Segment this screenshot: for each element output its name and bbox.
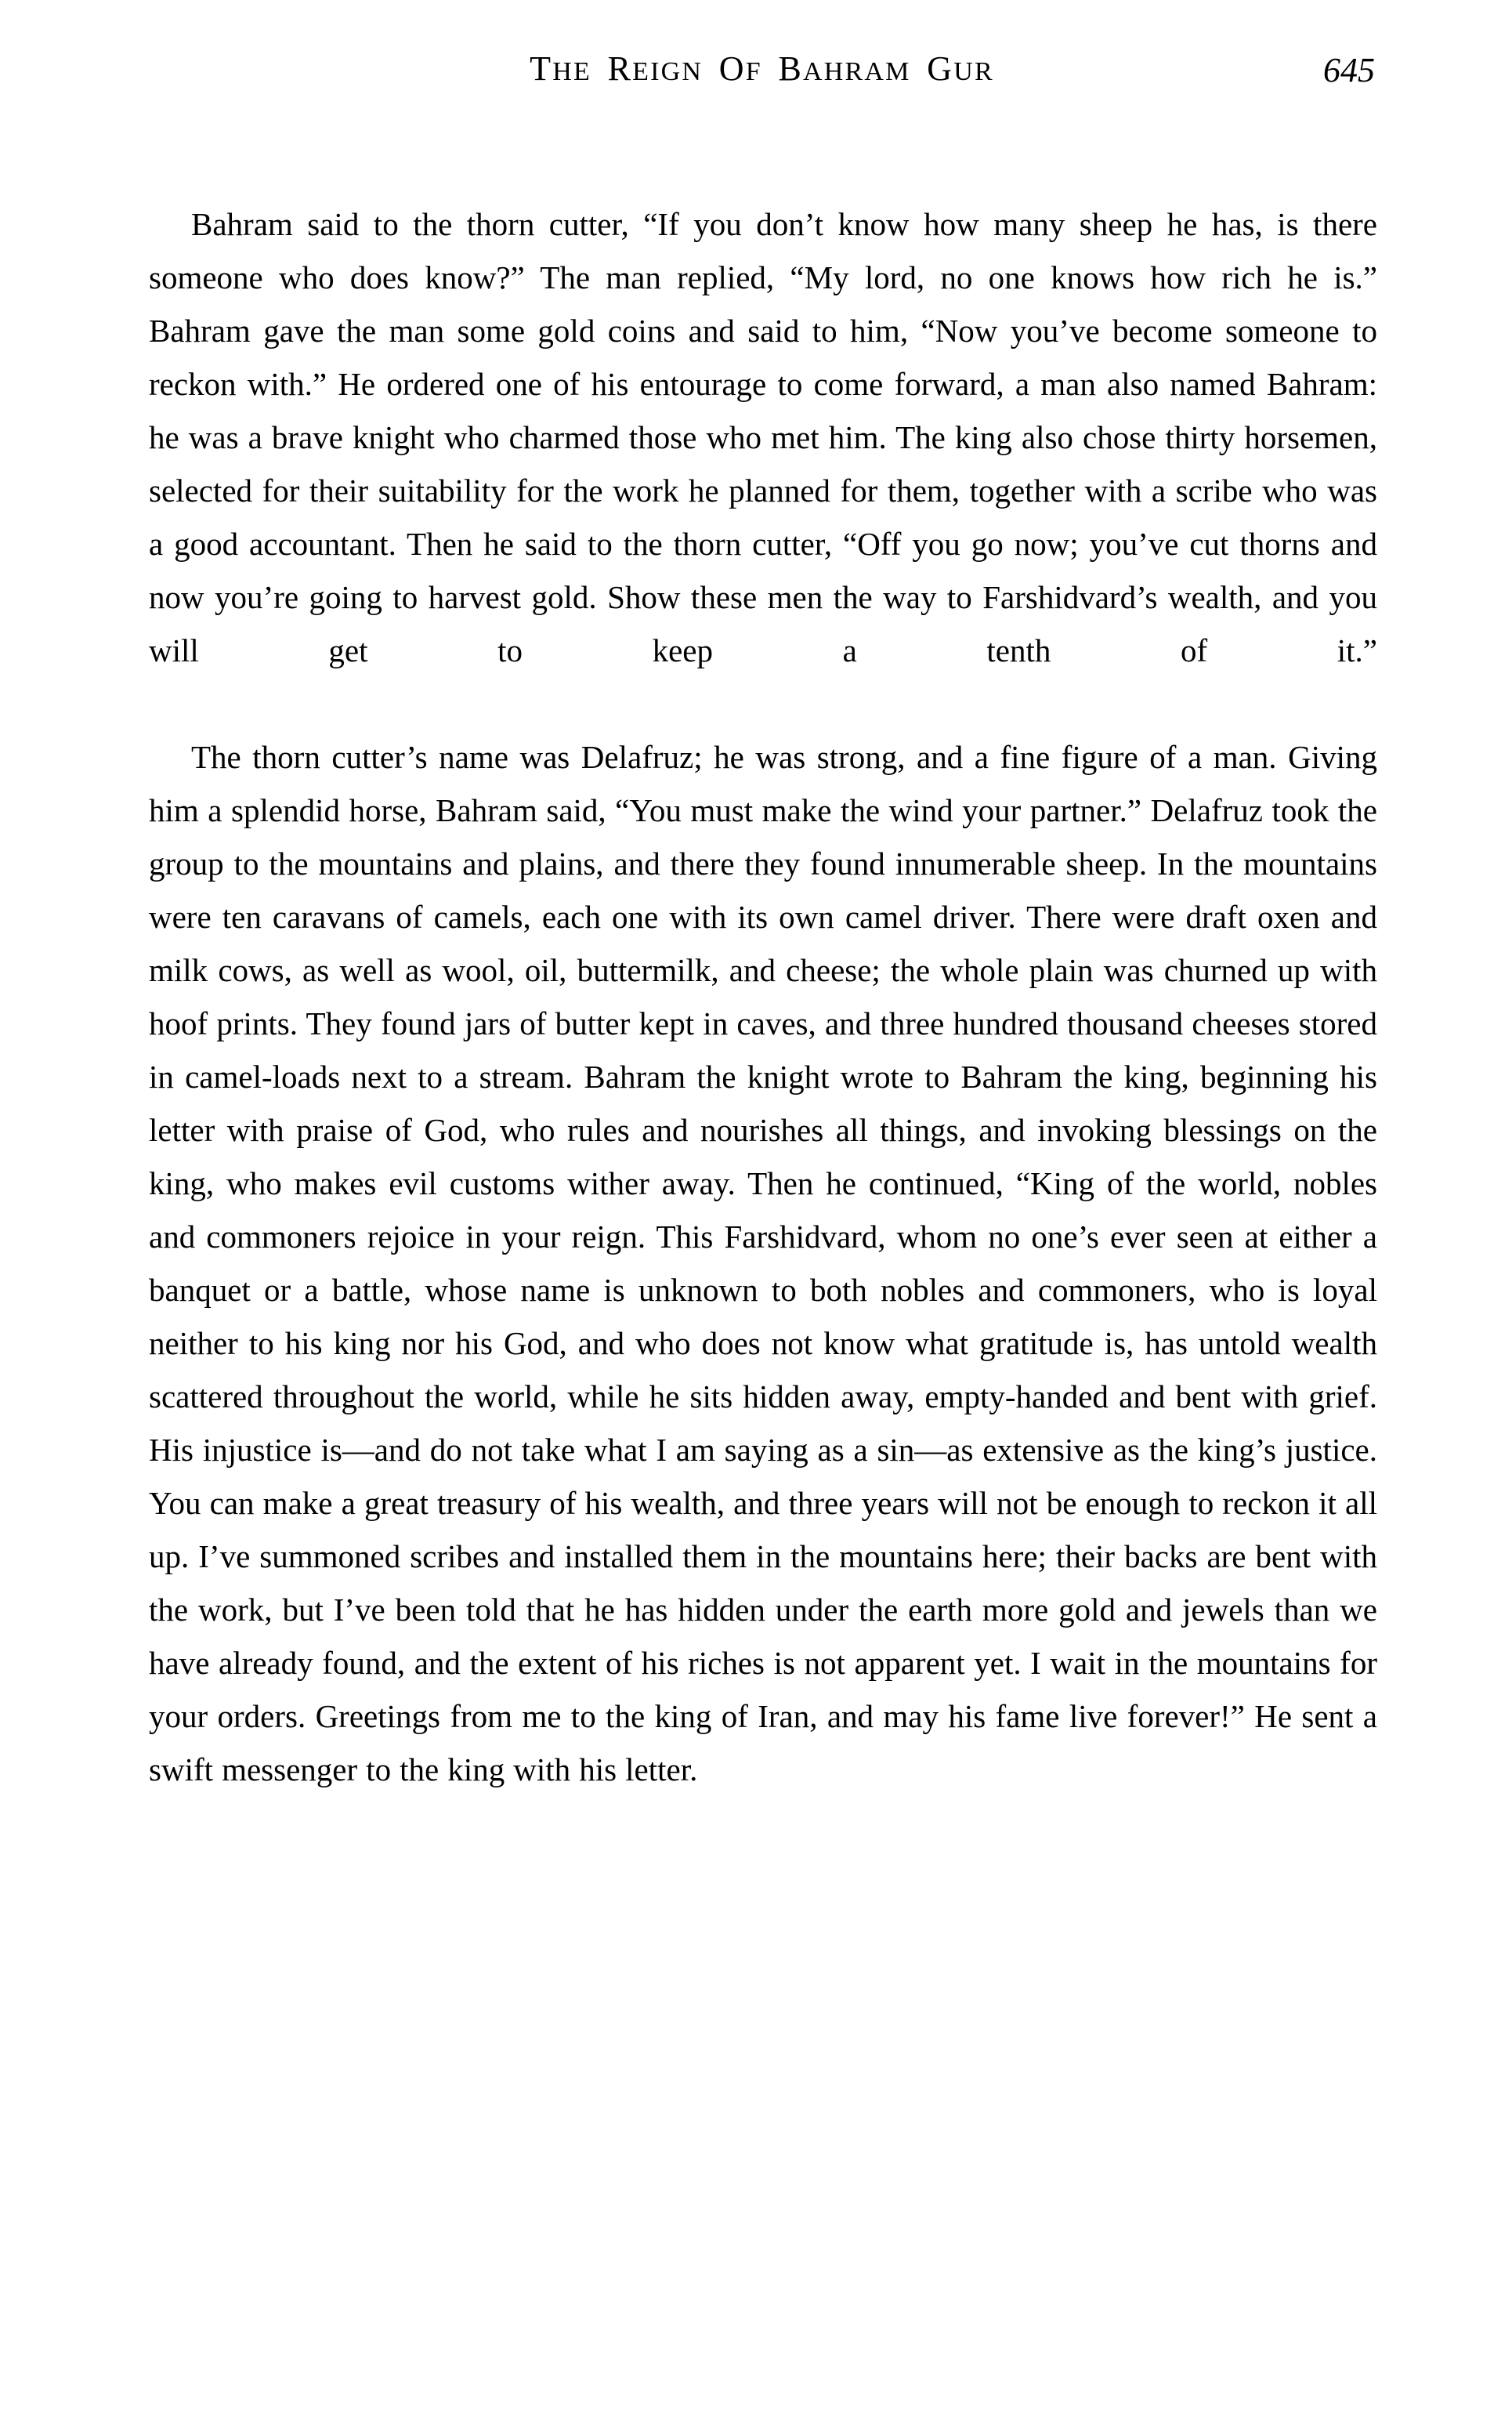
paragraph: Bahram said to the thorn cutter, “If you don’t know how many sheep he has, is there someone who does know?” The man replied, “My lord, no one knows how rich he is.” Bahram gave the man some gold coins and said to him, “Now you’ve become someone to reckon with.” He ordered one of his entourage to come forward, a man also named Bahram: he was a brave knight who charmed those who met him. The king also chose thirty horsemen, selected for their suitability for the work he planned for them, together with a scribe who was a good accountant. Then he said to the thorn cutter, “Off you go now; you’ve cut thorns and now you’re going to harvest gold. Show these men the way to Farshidvard’s wealth, and you will get to keep a tenth of it.” [149, 206, 1377, 668]
text-block [149, 197, 1377, 1796]
running-head-title: THE REIGN OF BAHRAM GUR [530, 49, 994, 88]
running-head [149, 49, 1375, 99]
paragraph: The thorn cutter’s name was Delafruz; he was strong, and a fine figure of a man. Giving him a splendid horse, Bahram said, “You must make the wind your partner.” Delafruz took the group to the mountains and plains, and there they found innumerable sheep. In the mountains were ten caravans of camels, each one with its own camel driver. There were draft oxen and milk cows, as well as wool, oil, buttermilk, and cheese; the whole plain was churned up with hoof prints. They found jars of butter kept in caves, and three hundred thousand cheeses stored in camel-loads next to a stream. Bahram the knight wrote to Bahram the king, beginning his letter with praise of God, who rules and nourishes all things, and invoking blessings on the king, who makes evil customs wither away. Then he continued, “King of the world, nobles and commoners rejoice in your reign. This Farshidvard, whom no one’s ever seen at either a banquet or a battle, whose name is unknown to both nobles and commoners, who is loyal neither to his king nor his God, and who does not know what gratitude is, has untold wealth scattered throughout the world, while he sits hidden away, empty-handed and bent with grief. His injustice is—and do not take what I am saying as a sin—as extensive as the king’s justice. You can make a great treasury of his wealth, and three years will not be enough to reckon it all up. I’ve summoned scribes and installed them in the mountains here; their backs are bent with the work, but I’ve been told that he has hidden under the earth more gold and jewels than we have already found, and the extent of his riches is not apparent yet. I wait in the mountains for your orders. Greetings from me to the king of Iran, and may his fame live forever!” He sent a swift messenger to the king with his letter. [149, 739, 1377, 1787]
page-number: 645 [1323, 51, 1375, 89]
